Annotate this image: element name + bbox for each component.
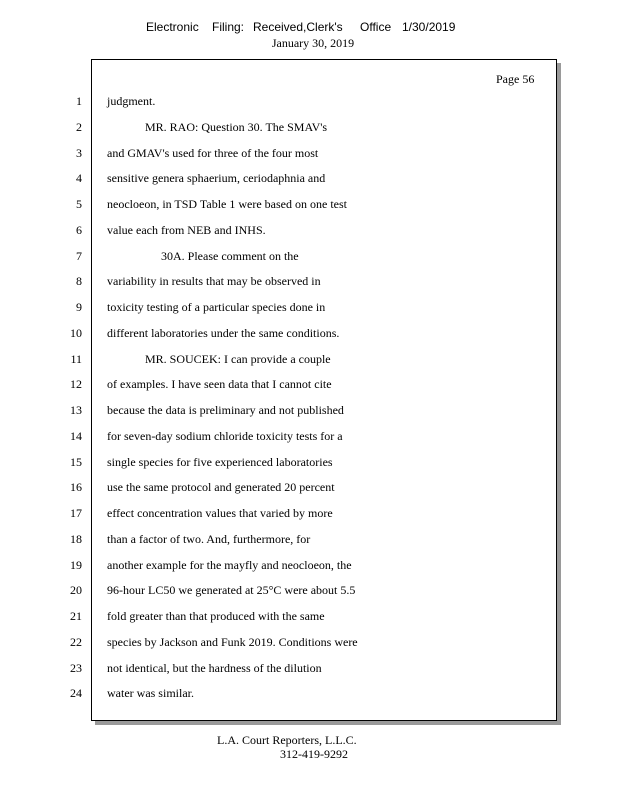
line-text: fold greater than that produced with the same (107, 609, 325, 623)
transcript-line (0, 428, 618, 454)
transcript-line (0, 351, 618, 377)
stamp-word-office: Office (360, 20, 392, 34)
transcript-line (0, 325, 618, 351)
stamp-date: 1/30/2019 (402, 20, 456, 34)
line-text: value each from NEB and INHS. (107, 222, 266, 237)
transcript-line (0, 248, 618, 274)
line-text: not identical, but the hardness of the dilution (107, 660, 322, 675)
line-number: 15 (70, 454, 82, 469)
transcript-line (0, 531, 618, 557)
line-text: judgment. (107, 94, 156, 108)
line-number: 20 (70, 583, 82, 598)
line-number: 24 (70, 686, 82, 701)
line-number: 10 (70, 325, 82, 340)
line-text: 96-hour LC50 we generated at 25°C were about 5.5 (107, 583, 356, 598)
line-number: 16 (70, 480, 82, 495)
line-number: 8 (76, 274, 82, 289)
line-number: 12 (70, 377, 82, 392)
header-date: January 30, 2019 (271, 36, 355, 50)
transcript-line (0, 145, 618, 171)
footer-company: L.A. Court Reporters, L.L.C. (217, 733, 357, 747)
line-text: 30A. Please comment on the (161, 248, 299, 263)
line-text: neocloeon, in TSD Table 1 were based on one test (107, 197, 347, 211)
stamp-word-electronic: Electronic (146, 20, 199, 34)
transcript-line (0, 479, 618, 505)
line-number: 2 (76, 119, 82, 134)
transcript-line (0, 454, 618, 480)
filing-stamp (0, 20, 618, 36)
line-number: 11 (70, 351, 82, 366)
line-number: 1 (76, 94, 82, 108)
transcript-line (0, 557, 618, 583)
stamp-word-filing: Filing: (212, 20, 245, 34)
transcript-line (0, 170, 618, 196)
line-text: single species for five experienced laboratories (107, 454, 333, 469)
line-text: use the same protocol and generated 20 percent (107, 480, 335, 495)
transcript-line (0, 119, 618, 145)
footer-phone: 312-419-9292 (280, 747, 348, 761)
line-number: 13 (70, 403, 82, 417)
transcript-line (0, 582, 618, 608)
line-text: for seven-day sodium chloride toxicity tests for a (107, 428, 343, 443)
line-text: variability in results that may be observed in (107, 274, 321, 289)
line-number: 18 (70, 531, 82, 546)
line-text: of examples. I have seen data that I cannot cite (107, 377, 332, 392)
transcript-line (0, 685, 618, 711)
line-number: 17 (70, 506, 82, 520)
line-number: 6 (76, 222, 82, 237)
line-text: different laboratories under the same conditions. (107, 325, 340, 340)
transcript-line (0, 222, 618, 248)
line-text: water was similar. (107, 686, 194, 701)
line-text: and GMAV's used for three of the four most (107, 145, 319, 160)
transcript-lines (0, 93, 618, 711)
stamp-word-received: Received,Clerk's (253, 20, 343, 34)
line-number: 22 (70, 634, 82, 649)
page-number: Page 56 (496, 72, 535, 86)
line-text: toxicity testing of a particular species done in (107, 300, 326, 314)
line-number: 7 (76, 248, 82, 263)
transcript-line (0, 376, 618, 402)
line-number: 5 (76, 197, 82, 211)
transcript-line (0, 505, 618, 531)
line-text: because the data is preliminary and not published (107, 403, 344, 417)
line-text: sensitive genera sphaerium, ceriodaphnia and (107, 171, 326, 186)
line-text: MR. RAO: Question 30. The SMAV's (145, 119, 328, 134)
transcript-line (0, 93, 618, 119)
line-text: another example for the mayfly and neocloeon, the (107, 557, 352, 572)
transcript-line (0, 634, 618, 660)
transcript-line (0, 196, 618, 222)
line-number: 21 (70, 609, 82, 623)
line-number: 19 (70, 557, 82, 572)
transcript-line (0, 402, 618, 428)
line-number: 23 (70, 660, 82, 675)
transcript-line (0, 660, 618, 686)
line-text: MR. SOUCEK: I can provide a couple (145, 351, 331, 366)
line-text: species by Jackson and Funk 2019. Conditions were (107, 634, 358, 649)
line-text: effect concentration values that varied by more (107, 506, 333, 520)
line-number: 9 (76, 300, 82, 314)
line-number: 14 (70, 428, 82, 443)
transcript-line (0, 273, 618, 299)
line-number: 3 (76, 145, 82, 160)
transcript-line (0, 608, 618, 634)
line-text: than a factor of two. And, furthermore, for (107, 531, 311, 546)
line-number: 4 (76, 171, 82, 186)
transcript-line (0, 299, 618, 325)
